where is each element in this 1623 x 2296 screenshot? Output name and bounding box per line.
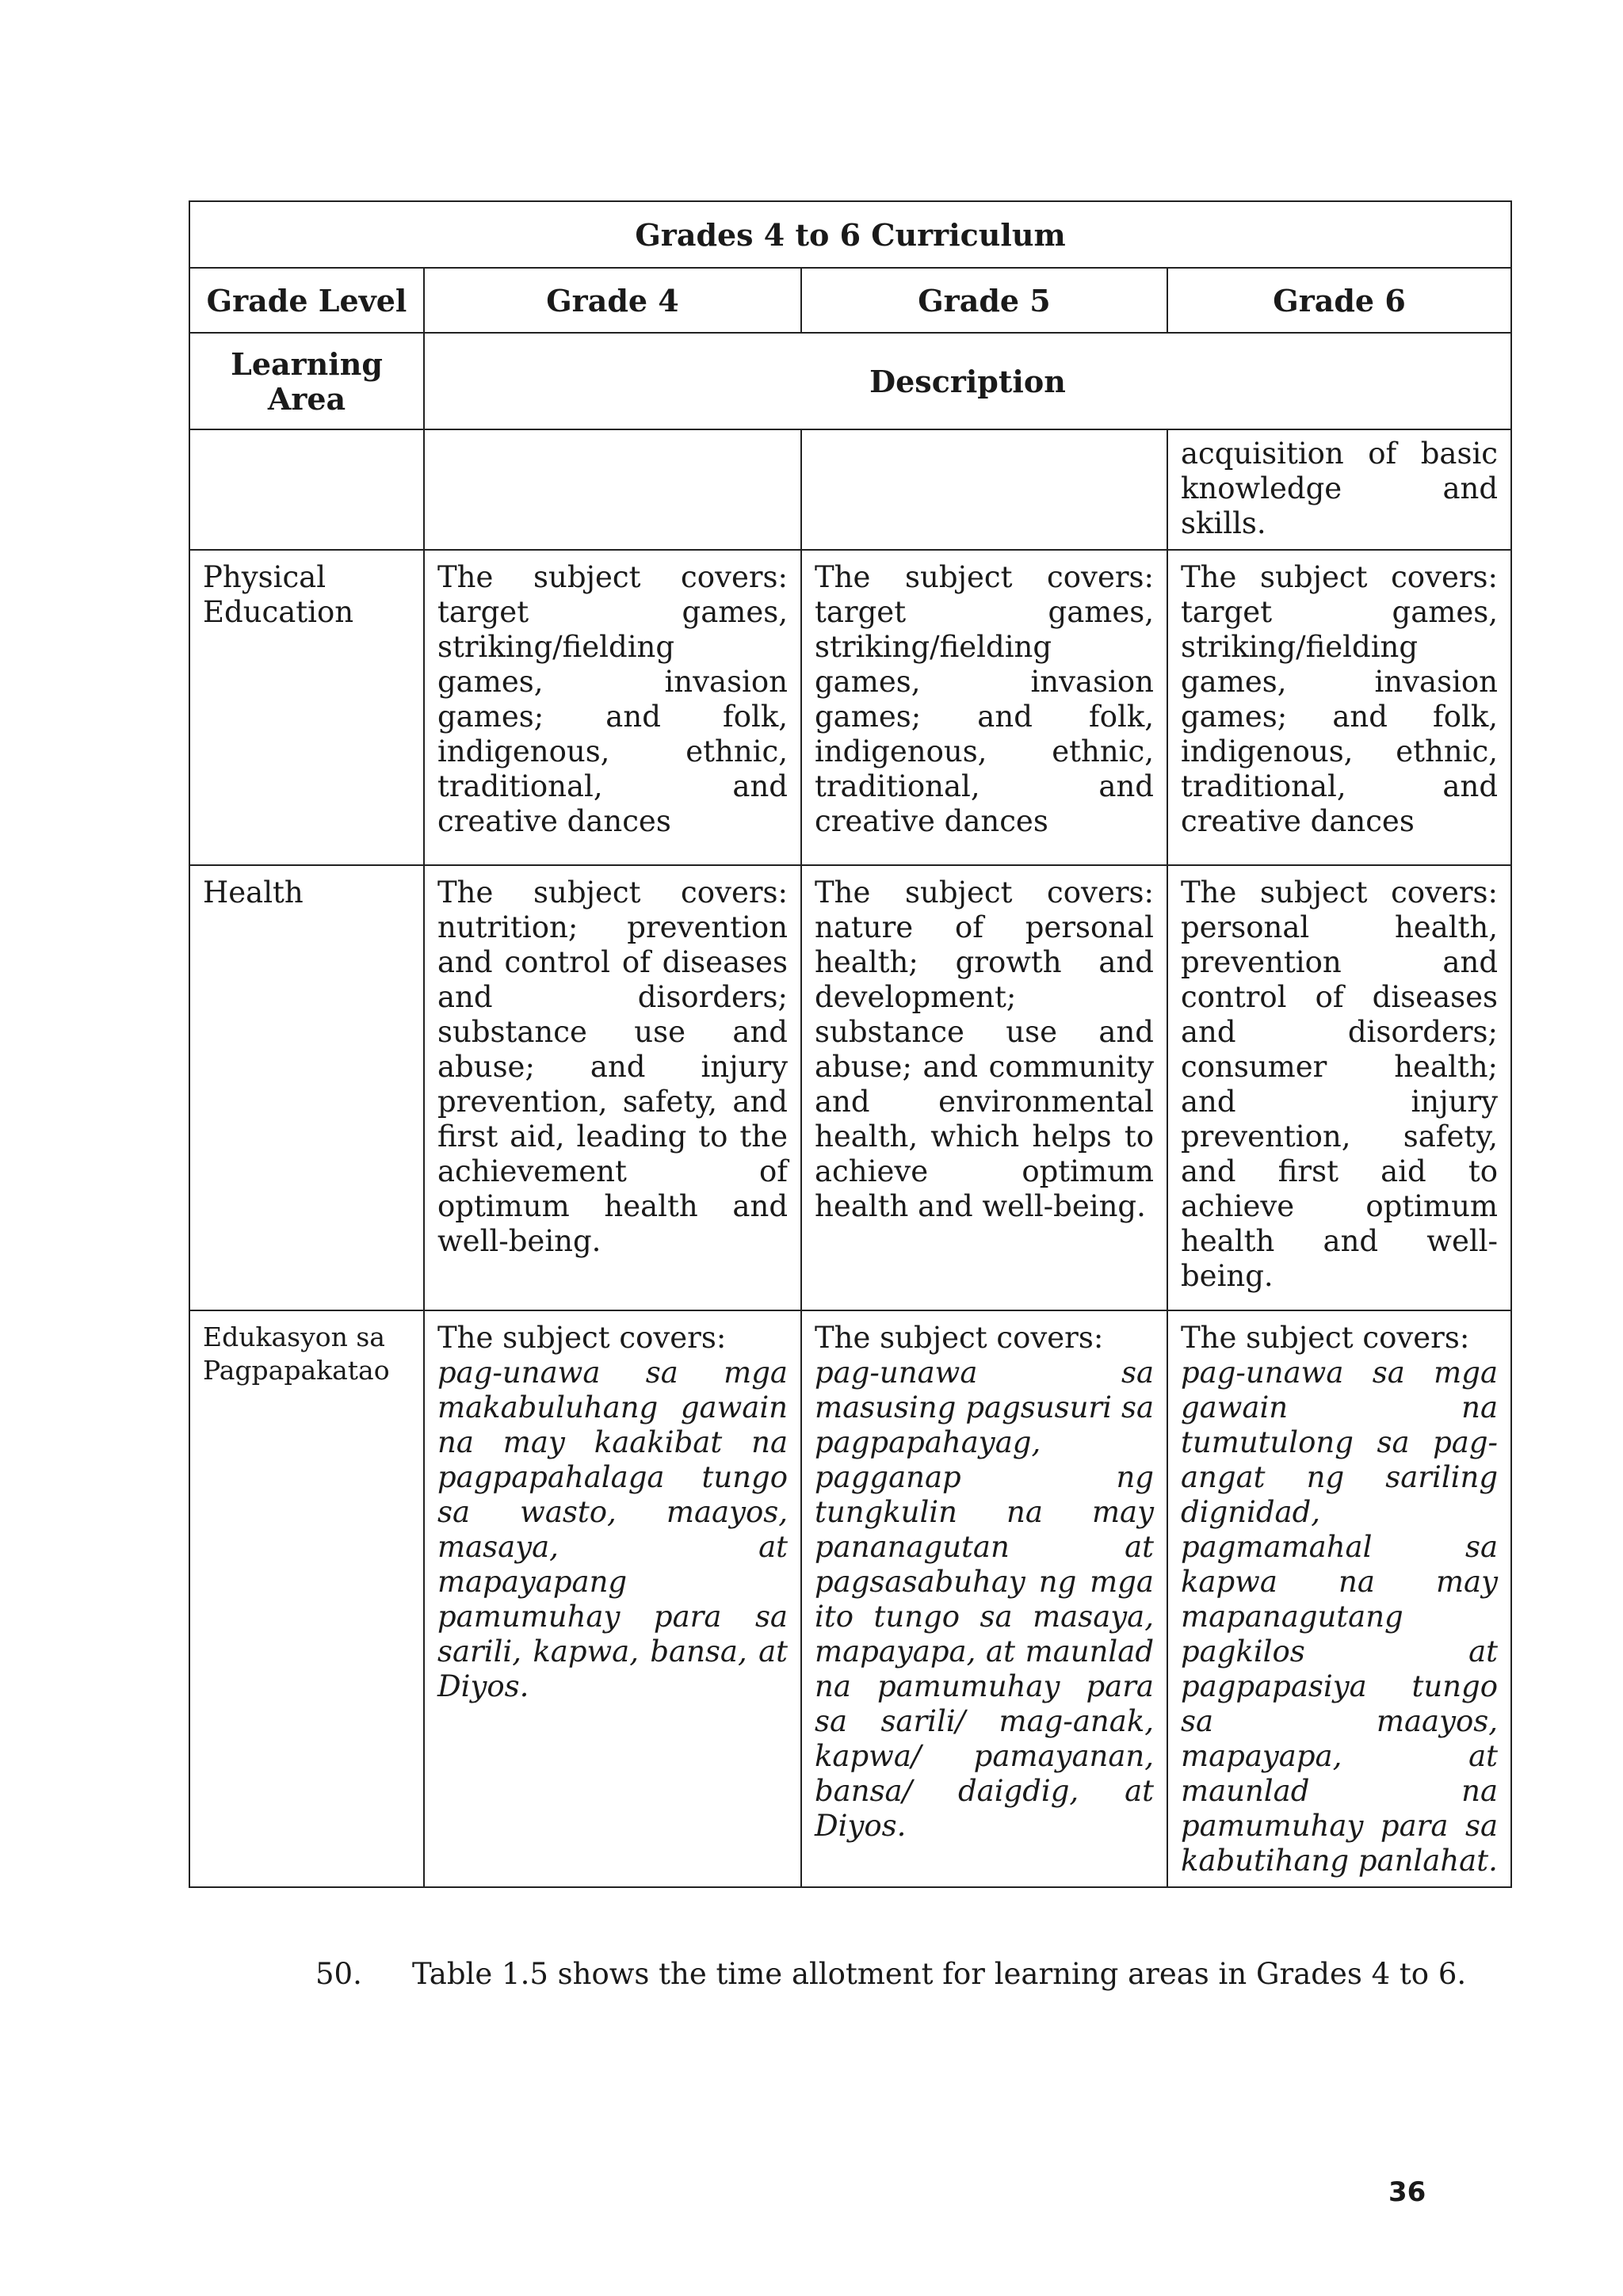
grade6-description: [1167, 1310, 1511, 1887]
paragraph-number: 50.: [315, 1957, 362, 1991]
grade4-description: [424, 1310, 801, 1887]
page-number: 36: [1388, 2176, 1426, 2208]
description-body: pag-unawa sa masusing pagsusuri sa pagpapahayag, pagganap ng tungkulin na may pananagutan at pagsasabuhay ng mga ito tungo sa masaya, mapayapa, at maunlad na pamumuhay para sa sarili/ mag-anak, kapwa/ pamayanan, bansa/ daigdig, at Diyos.: [815, 1356, 1154, 1843]
grade4-description: The subject covers: target games, striking/fielding games, invasion games; and folk, indigenous, ethnic, traditional, and creative dances: [424, 550, 801, 865]
learning-area-cell: Edukasyon sa Pagpapakatao: [189, 1310, 424, 1887]
table-row: [189, 550, 1511, 865]
grade5-description: The subject covers: target games, striking/fielding games, invasion games; and folk, indigenous, ethnic, traditional, and creative dances: [801, 550, 1167, 865]
grade5-description: [801, 1310, 1167, 1887]
header-grade-4: Grade 4: [424, 268, 801, 333]
continuation-grade6-cell: acquisition of basic knowledge and skills.: [1167, 429, 1511, 550]
continuation-area-cell: [189, 429, 424, 550]
description-intro: The subject covers:: [815, 1321, 1104, 1355]
description-body: pag-unawa sa mga makabuluhang gawain na may kaakibat na pagpapahalaga tungo sa wasto, maayos, masaya, at mapayapang pamumuhay para sa sarili, kapwa, bansa, at Diyos.: [437, 1356, 788, 1703]
learning-area-cell: Health: [189, 865, 424, 1310]
continuation-grade4-cell: [424, 429, 801, 550]
header-grade-6: Grade 6: [1167, 268, 1511, 333]
table-title: Grades 4 to 6 Curriculum: [189, 201, 1511, 268]
description-body: pag-unawa sa mga gawain na tumutulong sa pag-angat ng sariling dignidad, pagmamahal sa kapwa na may mapanagutang pagkilos at pagpapasiya tungo sa maayos, mapayapa, at maunlad na pamumuhay para sa kabutihang panlahat.: [1181, 1356, 1499, 1878]
header-learning-area: Learning Area: [189, 333, 424, 429]
learning-area-cell: Physical Education: [189, 550, 424, 865]
table-row: [189, 1310, 1511, 1887]
description-intro: The subject covers:: [1181, 1321, 1470, 1355]
header-grade-5: Grade 5: [801, 268, 1167, 333]
continuation-grade5-cell: [801, 429, 1167, 550]
grade6-description: The subject covers: target games, striking/fielding games, invasion games; and folk, indigenous, ethnic, traditional, and creative dances: [1167, 550, 1511, 865]
paragraph-text: Table 1.5 shows the time allotment for learning areas in Grades 4 to 6.: [412, 1957, 1467, 1991]
grade5-description: The subject covers: nature of personal health; growth and development; substance use and abuse; and community and environmental health, which helps to achieve optimum health and well-being.: [801, 865, 1167, 1310]
table-row: [189, 865, 1511, 1310]
curriculum-table: [189, 200, 1512, 1888]
grade4-description: The subject covers: nutrition; prevention and control of diseases and disorders; substance use and abuse; and injury prevention, safety, and first aid, leading to the achievement of optimum health and well-being.: [424, 865, 801, 1310]
header-description: Description: [424, 333, 1511, 429]
header-grade-level: Grade Level: [189, 268, 424, 333]
grade6-description: The subject covers: personal health, prevention and control of diseases and disorders; consumer health; and injury prevention, safety, and first aid to achieve optimum health and well-being.: [1167, 865, 1511, 1310]
description-intro: The subject covers:: [437, 1321, 727, 1355]
